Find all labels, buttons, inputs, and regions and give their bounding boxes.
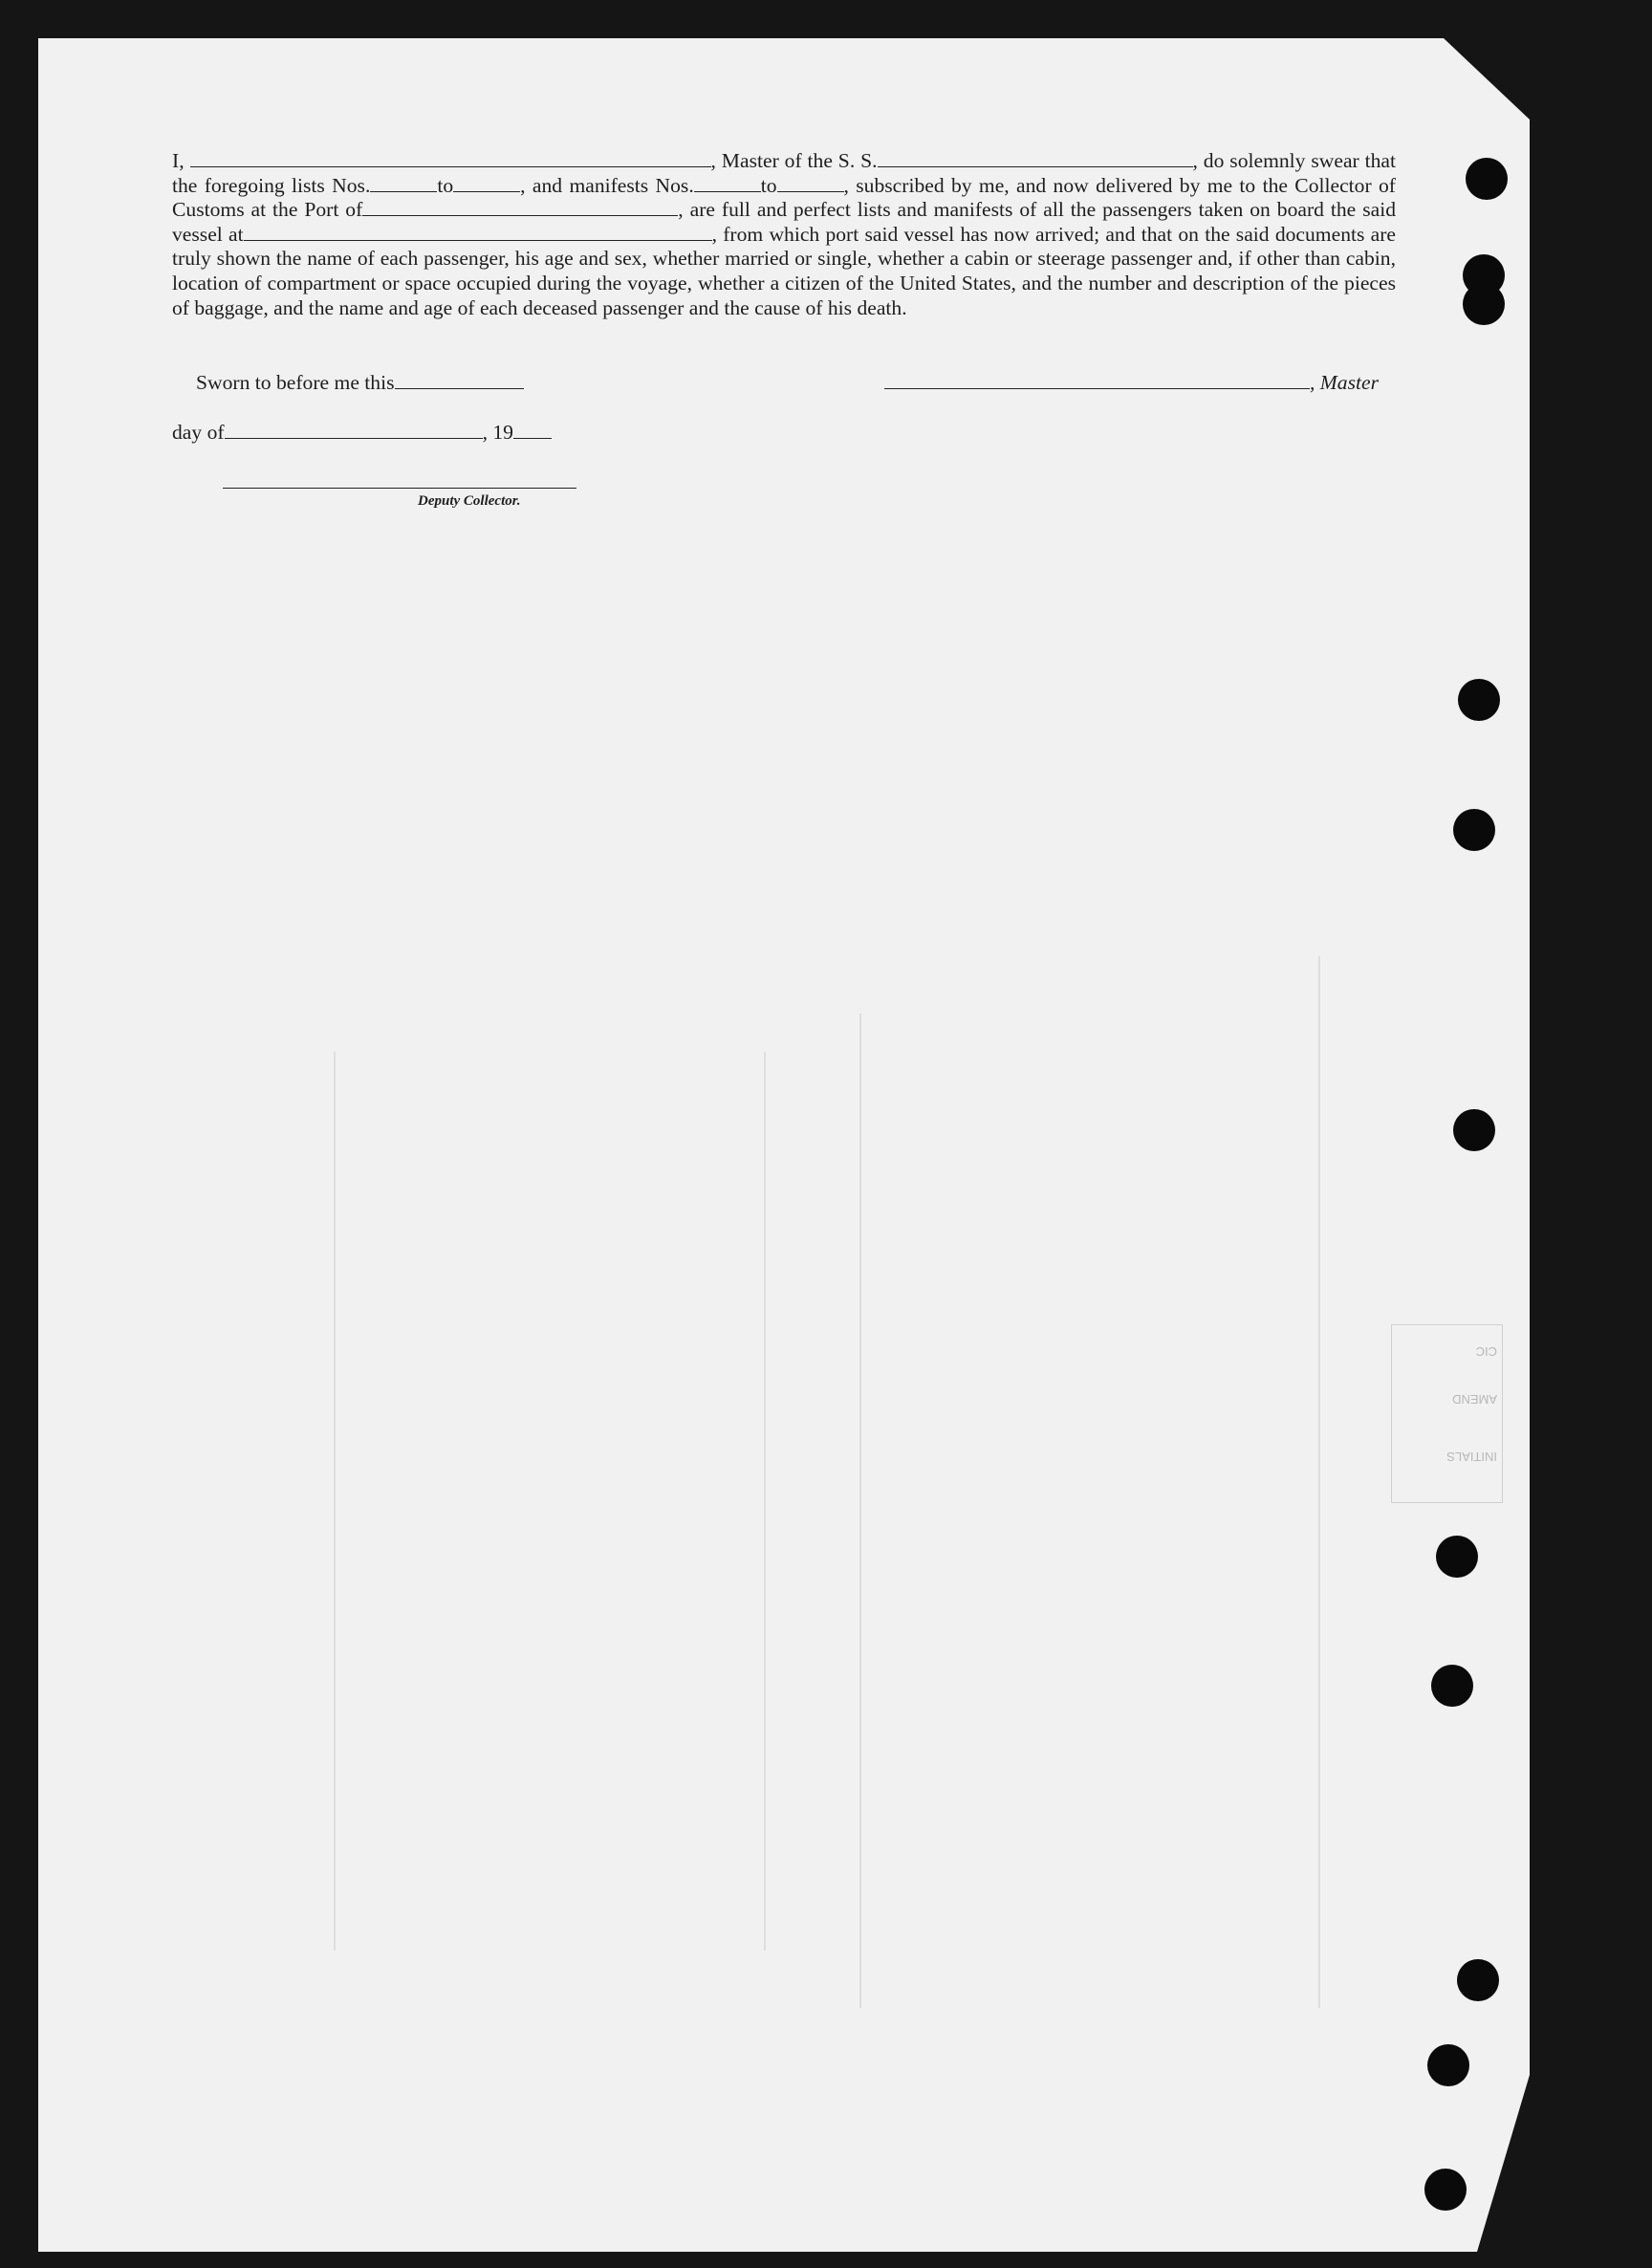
manifest-from-blank[interactable] — [694, 175, 761, 192]
oath-text: I, — [172, 149, 185, 172]
oath-text: to — [437, 173, 454, 197]
binder-hole — [1431, 1665, 1473, 1707]
sworn-line — [196, 371, 524, 395]
oath-text: , are full and perfect lists and manifests of all the passengers taken on board the said vessel at — [172, 198, 1396, 246]
stamp-text: AMEND — [1452, 1392, 1497, 1407]
binder-hole — [1458, 679, 1500, 721]
departure-port-blank[interactable] — [244, 224, 712, 241]
oath-text: , subscribed by me, and now delivered by me to the Collector of Customs at the Port of — [172, 173, 1396, 222]
master-signature-blank[interactable] — [884, 372, 1310, 389]
sworn-label: Sworn to before me this — [196, 371, 395, 394]
year-prefix: , 19 — [482, 421, 513, 444]
port-blank[interactable] — [362, 199, 678, 216]
oath-text: , Master of the S. S. — [710, 149, 878, 172]
day-of-label: day of — [172, 421, 225, 444]
binder-hole — [1453, 809, 1495, 851]
sworn-day-blank[interactable] — [395, 372, 524, 389]
binder-hole — [1466, 158, 1508, 200]
month-blank[interactable] — [225, 422, 483, 439]
master-signature-line — [884, 371, 1379, 395]
oath-text: , from which port said vessel has now arrived; and that on the said documents are truly shown the name of each passenger, his age and sex, whether married or single, whether a cabin or steerage passenger and, if other than cabin, location of compartment or space occupied during the voyage, whether a citizen of the United States, and the number and description of the pieces of baggage, and the name and age of each deceased passenger and the cause of his death. — [172, 222, 1396, 319]
deputy-collector-label: Deputy Collector. — [418, 493, 521, 509]
vessel-blank[interactable] — [878, 150, 1193, 167]
deputy-signature-rule[interactable] — [223, 488, 576, 489]
manifest-to-blank[interactable] — [777, 175, 844, 192]
binder-hole — [1457, 1959, 1499, 2001]
stamp-text: INITIALS — [1446, 1450, 1497, 1464]
oath-text: to — [760, 173, 777, 197]
stamp-text: CIC — [1475, 1344, 1497, 1359]
binder-hole — [1463, 283, 1505, 325]
list-from-blank[interactable] — [370, 175, 437, 192]
list-to-blank[interactable] — [453, 175, 520, 192]
binder-hole — [1436, 1536, 1478, 1578]
binder-hole — [1427, 2044, 1469, 2086]
year-blank[interactable] — [513, 422, 552, 439]
day-of-line — [172, 421, 552, 445]
oath-text: , do solemnly swear that the foregoing lists Nos. — [172, 149, 1396, 197]
faint-stamp-box — [1391, 1324, 1503, 1503]
binder-hole — [1424, 2169, 1467, 2211]
oath-text: , and manifests Nos. — [520, 173, 694, 197]
binder-hole — [1453, 1109, 1495, 1151]
oath-paragraph — [172, 149, 1396, 320]
name-blank[interactable] — [190, 150, 711, 167]
master-label: , Master — [1310, 371, 1379, 394]
